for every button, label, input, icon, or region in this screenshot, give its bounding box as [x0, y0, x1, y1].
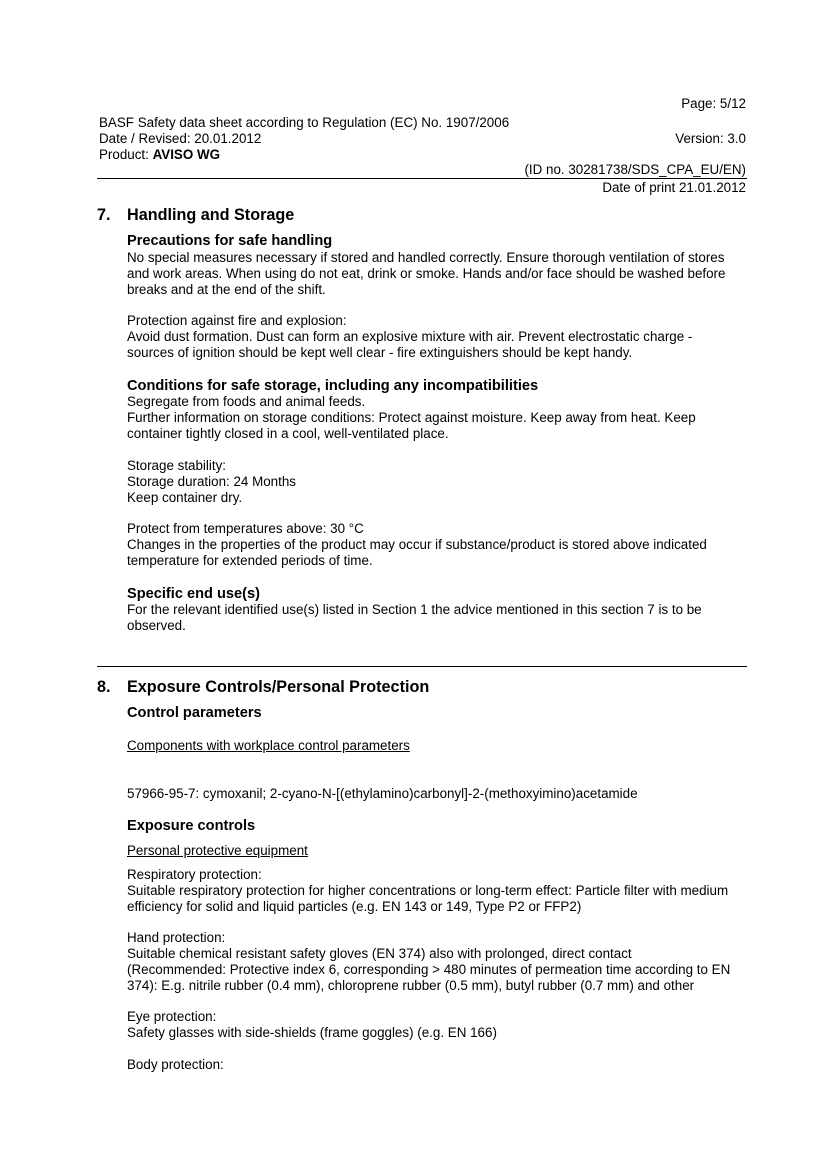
text-line: Suitable respiratory protection for higher concentrations or long-term effect: Particle filter with medium — [127, 883, 729, 898]
header-divider — [97, 178, 747, 179]
text-line: Avoid dust formation. Dust can form an explosive mixture with air. Prevent electrostatic charge - — [127, 329, 693, 344]
precautions-heading: Precautions for safe handling — [127, 233, 333, 249]
fire-protection-text — [127, 313, 752, 361]
text-line: and work areas. When using do not eat, drink or smoke. Hands and/or face should be washed before — [127, 266, 726, 281]
id-number: (ID no. 30281738/SDS_CPA_EU/EN) — [524, 162, 746, 177]
text-line: breaks and at the end of the shift. — [127, 282, 326, 297]
eye-protection-text — [127, 1009, 752, 1041]
storage-text — [127, 394, 752, 442]
product-label: Product: — [99, 147, 153, 162]
text-line: For the relevant identified use(s) listed in Section 1 the advice mentioned in this section 7 is to be — [127, 602, 702, 617]
text-line: container tightly closed in a cool, well-ventilated place. — [127, 426, 449, 441]
components-heading: Components with workplace control parameters — [127, 738, 410, 753]
text-line: Body protection: — [127, 1057, 224, 1072]
text-line: No special measures necessary if stored and handled correctly. Ensure thorough ventilation of stores — [127, 250, 725, 265]
respiratory-protection-text — [127, 867, 752, 915]
text-line: observed. — [127, 618, 186, 633]
text-line: Changes in the properties of the product may occur if substance/product is stored above indicated — [127, 537, 707, 552]
precautions-text — [127, 250, 752, 298]
text-line: Storage duration: 24 Months — [127, 474, 296, 489]
section-7-number: 7. — [97, 206, 111, 224]
product-line — [99, 147, 220, 163]
date-of-print: Date of print 21.01.2012 — [602, 180, 746, 195]
text-line: (Recommended: Protective index 6, corresponding > 480 minutes of permeation time according to EN — [127, 962, 731, 977]
text-line: Suitable chemical resistant safety gloves (EN 374) also with prolonged, direct contact — [127, 946, 632, 961]
version: Version: 3.0 — [675, 131, 746, 146]
hand-protection-text — [127, 930, 752, 994]
section-8-number: 8. — [97, 678, 111, 696]
text-line: Storage stability: — [127, 458, 226, 473]
ppe-heading: Personal protective equipment — [127, 843, 308, 858]
text-line: Respiratory protection: — [127, 867, 262, 882]
text-line: temperature for extended periods of time. — [127, 553, 373, 568]
storage-stability-text — [127, 458, 752, 506]
document-title: BASF Safety data sheet according to Regulation (EC) No. 1907/2006 — [99, 115, 510, 130]
date-revised: Date / Revised: 20.01.2012 — [99, 131, 262, 146]
body-protection-text — [127, 1057, 752, 1073]
text-line: Safety glasses with side-shields (frame goggles) (e.g. EN 166) — [127, 1025, 497, 1040]
text-line: Protection against fire and explosion: — [127, 313, 347, 328]
end-use-heading: Specific end use(s) — [127, 586, 261, 602]
section-divider — [97, 666, 747, 667]
text-line: Segregate from foods and animal feeds. — [127, 394, 366, 409]
text-line: sources of ignition should be kept well clear - fire extinguishers should be kept handy. — [127, 345, 633, 360]
control-parameters-heading: Control parameters — [127, 705, 262, 721]
exposure-controls-heading: Exposure controls — [127, 818, 256, 834]
text-line: 374): E.g. nitrile rubber (0.4 mm), chloroprene rubber (0.5 mm), butyl rubber (0.7 mm) and other — [127, 978, 695, 993]
section-8-title: Exposure Controls/Personal Protection — [127, 678, 430, 696]
text-line: Hand protection: — [127, 930, 226, 945]
text-line: Protect from temperatures above: 30 °C — [127, 521, 364, 536]
text-line: Further information on storage conditions: Protect against moisture. Keep away from heat. Keep — [127, 410, 696, 425]
storage-heading: Conditions for safe storage, including any incompatibilities — [127, 378, 539, 394]
section-7-title: Handling and Storage — [127, 206, 295, 224]
text-line: Eye protection: — [127, 1009, 217, 1024]
temperature-text — [127, 521, 752, 569]
text-line: Keep container dry. — [127, 490, 243, 505]
product-name: AVISO WG — [152, 147, 221, 162]
end-use-text — [127, 602, 752, 634]
component-entry: 57966-95-7: cymoxanil; 2-cyano-N-[(ethylamino)carbonyl]-2-(methoxyimino)acetamide — [127, 786, 638, 801]
text-line: efficiency for solid and liquid particles (e.g. EN 143 or 149, Type P2 or FFP2) — [127, 899, 582, 914]
page-number: Page: 5/12 — [681, 96, 746, 111]
